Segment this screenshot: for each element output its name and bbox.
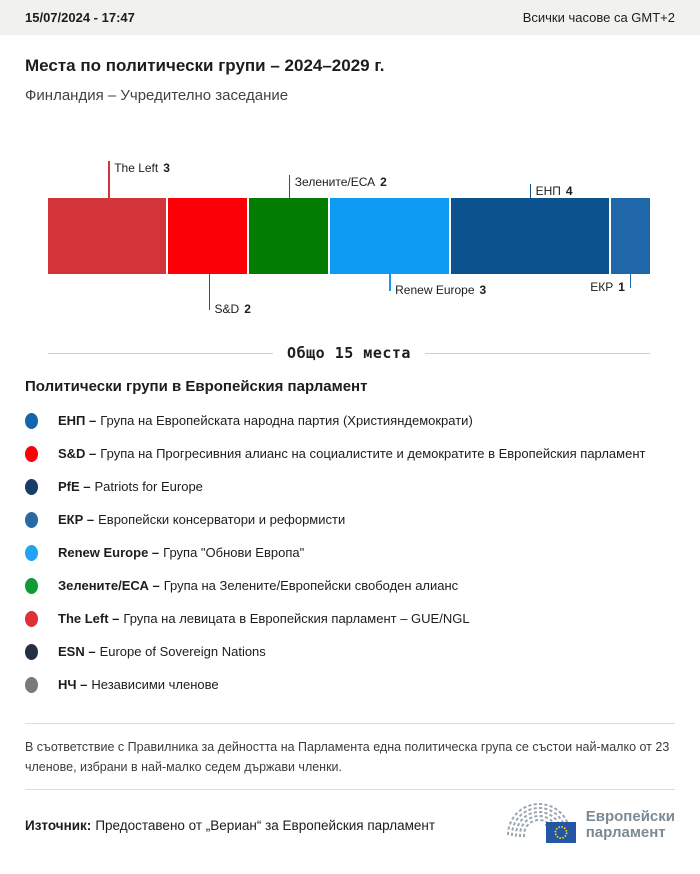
bar-label-ЕКР: ЕКР 1 [590, 280, 625, 294]
logo-text-line2: парламент [585, 824, 666, 841]
legend-dot-icon [25, 446, 38, 462]
legend-item-text: Зелените/ЕСА – Група на Зелените/Европейски свободен алианс [58, 578, 459, 593]
legend-item-2 [25, 478, 675, 496]
legend-item-text: Renew Europe – Група "Обнови Европа" [58, 545, 305, 560]
source-row [25, 798, 675, 852]
datetime-label: 15/07/2024 - 17:47 [25, 10, 135, 25]
legend-list [25, 412, 675, 694]
legend-heading: Политически групи в Европейския парламент [25, 378, 368, 395]
legend-item-text: ЕКР – Европейски консерватори и реформисти [58, 512, 346, 527]
callout-line-The Left [108, 161, 110, 198]
legend-item-5 [25, 577, 675, 595]
bar-segment-ЕНП[interactable] [449, 198, 609, 274]
logo-text [586, 809, 675, 841]
legend-item-text: PfE – Patriots for Europe [58, 479, 203, 494]
bar-label-Renew Europe: Renew Europe 3 [395, 283, 487, 297]
callout-line-ЕКР [630, 274, 632, 288]
legend-dot-icon [25, 644, 38, 660]
footnote-text: В съответствие с Правилника за дейността на Парламента една политическа група се състои най-малко от 23 членове, избрани в най-малко седем държави членки. [25, 740, 670, 774]
page-title: Места по политически групи – 2024–2029 г. [25, 56, 385, 75]
seat-distribution-chart [0, 148, 700, 318]
legend-dot-icon [25, 545, 38, 561]
legend-dot-icon [25, 578, 38, 594]
bar-segment-Зелените/ЕСА[interactable] [247, 198, 328, 274]
callout-line-Renew Europe [389, 274, 391, 291]
header-bar [0, 0, 700, 35]
legend-item-8 [25, 676, 675, 694]
legend-item-1 [25, 445, 675, 463]
legend-item-3 [25, 511, 675, 529]
total-seats-divider [48, 344, 650, 362]
callout-line-ЕНП [530, 184, 532, 198]
page-subtitle: Финландия – Учредително заседание [25, 87, 289, 104]
hemicycle-flag-icon [505, 798, 579, 852]
bar-segment-S&D[interactable] [166, 198, 247, 274]
legend-dot-icon [25, 512, 38, 528]
bar-segment-ЕКР[interactable] [609, 198, 650, 274]
bar-label-The Left: The Left 3 [114, 161, 170, 175]
legend-item-text: ESN – Europe of Sovereign Nations [58, 644, 266, 659]
legend-item-text: НЧ – Независими членове [58, 677, 219, 692]
legend-item-7 [25, 643, 675, 661]
timezone-note: Всички часове са GMT+2 [522, 10, 675, 25]
bar-segment-Renew Europe[interactable] [328, 198, 448, 274]
legend-item-text: The Left – Група на левицата в Европейския парламент – GUE/NGL [58, 611, 470, 626]
source-line [25, 818, 435, 833]
source-label: Източник: [25, 817, 92, 833]
european-parliament-logo [505, 798, 675, 852]
legend-dot-icon [25, 611, 38, 627]
legend-dot-icon [25, 479, 38, 495]
total-seats-label: Общо 15 места [287, 344, 411, 362]
legend-item-text: S&D – Група на Прогресивния алианс на социалистите и демократите в Европейския парламент [58, 446, 646, 461]
source-text: Предоставено от „Вериан“ за Европейския парламент [95, 817, 436, 833]
legend-item-0 [25, 412, 675, 430]
footnote-rule-top [25, 723, 675, 724]
bar-label-ЕНП: ЕНП 4 [535, 184, 573, 198]
legend-dot-icon [25, 677, 38, 693]
callout-line-S&D [209, 274, 211, 310]
seat-bar [48, 198, 650, 274]
logo-text-line1: Европейски [585, 808, 675, 825]
callout-line-Зелените/ЕСА [289, 175, 291, 198]
legend-item-text: ЕНП – Група на Европейската народна партия (Християндемократи) [58, 413, 473, 428]
bar-label-S&D: S&D 2 [214, 302, 251, 316]
bar-segment-The Left[interactable] [48, 198, 166, 274]
legend-dot-icon [25, 413, 38, 429]
divider-rule-right [425, 353, 650, 354]
legend-item-4 [25, 544, 675, 562]
divider-rule-left [48, 353, 273, 354]
bar-label-Зелените/ЕСА: Зелените/ЕСА 2 [294, 175, 387, 189]
legend-item-6 [25, 610, 675, 628]
footnote-rule-bottom [25, 789, 675, 790]
eu-flag [546, 822, 576, 843]
